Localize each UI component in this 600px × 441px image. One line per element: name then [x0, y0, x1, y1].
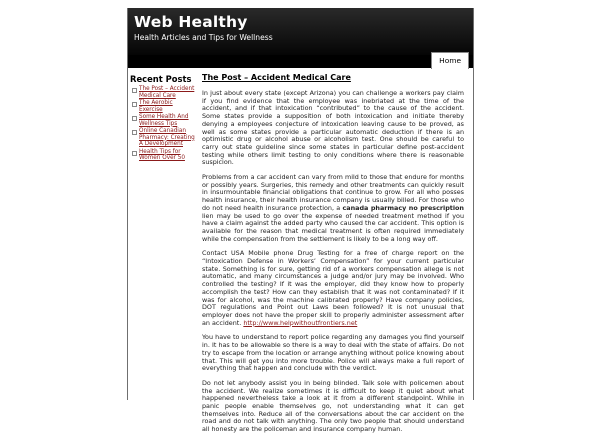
- recent-post-item: [139, 100, 198, 113]
- sidebar: [128, 70, 198, 163]
- post-title[interactable]: The Post – Accident Medical Care: [202, 73, 351, 82]
- page-container: [127, 8, 474, 434]
- nav-home-tab[interactable]: Home: [431, 52, 469, 69]
- sidebar-title: Recent Posts: [130, 74, 192, 84]
- external-link[interactable]: http://www.helpwithoutfrontiers.net: [243, 318, 358, 327]
- recent-post-item: [139, 114, 198, 127]
- recent-post-link[interactable]: Health Tips for Women Over 50: [139, 148, 185, 161]
- nav-bar: [128, 55, 473, 68]
- recent-post-item: [139, 86, 198, 99]
- recent-post-link[interactable]: The Aerobic Exercise: [139, 100, 173, 113]
- paragraph-text: Problems from a car accident can vary from mild to those that endure for months or possibly years. Surgeries, this remedy and other treatments can quickly result in insurmountable financial obligations that continue to grow. For all who posses health insurance, their health insurance company is usually billed. For those who do not need health insurance protection, a: [202, 173, 464, 212]
- recent-post-link[interactable]: Online Canadian Pharmacy: Creating A Development: [139, 128, 195, 147]
- site-tagline: Health Articles and Tips for Wellness: [134, 33, 273, 42]
- site-header: [128, 8, 473, 55]
- recent-posts-list: [128, 86, 198, 162]
- recent-post-link[interactable]: Some Health And Wellness Tips: [139, 114, 189, 127]
- post-paragraph: In just about every state (except Arizona) you can challenge a workers pay claim if you find evidence that the employee was inebriated at the time of the accident, and if that intoxication “contributed” to the cause of the accident. Some states provide a supposition of both intoxication and initiate thereby denying a employees conjecture of intoxication leaving cause to be proved, as well as some states provide a particular automatic deduction if there is an optimistic drug or alcohol abuse or alcoholism test. One should be careful to carry out state guideline since some states in particular define post-accident testing while others limit testing to only conditions where there is reasonable suspicion.: [202, 89, 464, 167]
- post-paragraph: Do not let anybody assist you in being blinded. Talk sole with policemen about the accident. We realize sometimes it is difficult to keep it quiet about what happened nevertheless take a look at it from a different standpoint. While in panic people enable themselves go, not understanding what it can get themselves into. Reduce all of the conversations about the car accident on the road and do not talk with anything. The only two people that should understand all honesty are the policeman and insurance company human.: [202, 378, 464, 434]
- recent-post-item: [139, 128, 198, 148]
- post-paragraph: You have to understand to report police regarding any damages you find yourself in. It has to be allowable so there is a way to deal with the state of affairs. Do not try to escape from the location or arrange anything without police knowing about that. This will get you into more trouble. Police will always make a full report of everything that happen and conclude with the verdict.: [202, 333, 464, 373]
- recent-post-item: [139, 149, 198, 162]
- bold-keyword: canada pharmacy no prescription: [342, 203, 464, 212]
- paragraph-text: lien may be used to go over the expense of needed treatment method if you have a claim against the added party who caused the car accident. This option is available for the reason that medical treatment is often required immediately while the compensation from the settlement is likely to be a long way off.: [202, 211, 464, 243]
- post-paragraph: [202, 250, 464, 327]
- paragraph-text: Contact USA Mobile phone Drug Testing for a free of charge report on the “Intoxication Defense in Workers’ Compensation” for your current particular state. Something is for sure, getting rid of a workers compensation allege is not automatic, and many circumstances a judge and/or jury may be involved. Who controlled the testing? If it was the employer, did they know how to properly accomplish the test? How can they establish that it was not contaminated? If it was for alcohol, was the machine calibrated properly? Have company policies, DOT regulations and Point out Laws been followed? It is not unusual that employer does not have the proper skill to properly administer assessment after an accident.: [202, 249, 464, 327]
- main-content: [202, 70, 464, 441]
- recent-post-link[interactable]: The Post – Accident Medical Care: [139, 86, 195, 99]
- site-title[interactable]: Web Healthy: [134, 13, 248, 31]
- post-paragraph: [202, 174, 464, 243]
